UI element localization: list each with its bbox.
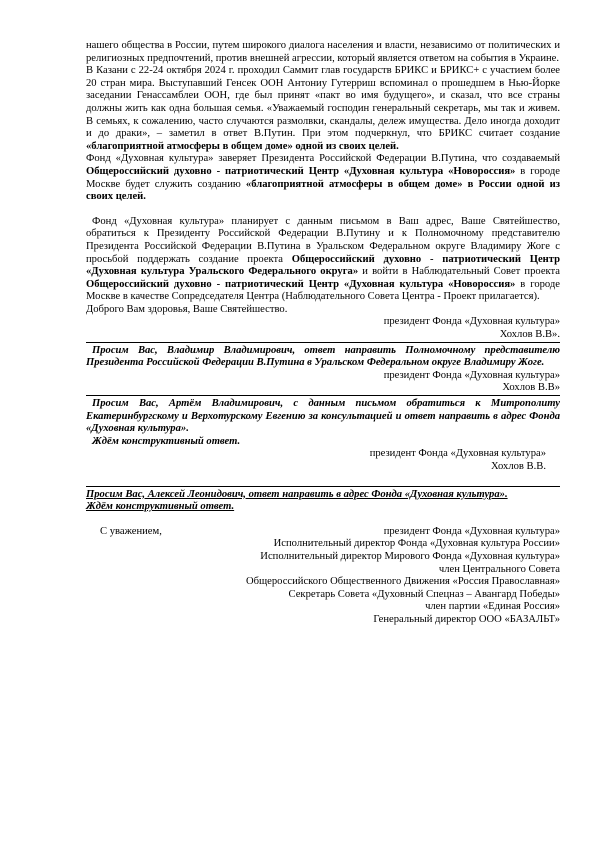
assurance-text-2: в городе Москве будет служить созданию [86,165,560,190]
signature-name-1: Хохлов В.В». [499,329,560,341]
assurance-goal: «благоприятной атмосферы в общем доме» в России одной из своих целей. [86,178,560,203]
center-name: Общероссийский духовно - патриотический Центр «Духовная культура «Новороссия» [86,165,516,177]
title-line: Общероссийского Общественного Движения «Россия Православная» [245,576,560,588]
request-putin: Просим Вас, Владимир Владимирович, ответ направить Полномочному представителю Президента Российской Федерации В.Путина в Уральском Федеральном округе Владимиру Жоге. [86,342,560,370]
plan-text-2: и войти в Наблюдательный Совет проекта [362,266,560,278]
request-aleksey: Просим Вас, Алексей Леонидович, ответ направить в адрес Фонда «Духовная культура». [86,486,560,502]
closing-line [86,526,560,539]
paragraph-intro: нашего общества в России, путем широкого диалога населения и власти, независимо от политических и религиозных предпочтений, против внешней агрессии, который является ответом на события в Украине. [86,40,560,64]
title-line: член Центрального Совета [438,563,560,575]
title-line: Генеральный директор ООО «БАЗАЛЬТ» [373,613,560,625]
signature-title-3: президент Фонда «Духовная культура» [369,448,546,460]
closing-president-title: президент Фонда «Духовная культура» [383,525,560,537]
brics-bold: «благоприятной атмосферы в общем доме» одной из своих целей. [86,140,399,152]
signature-title-1: президент Фонда «Духовная культура» [383,316,560,328]
assurance-text: Фонд «Духовная культура» заверяет Президента Российской Федерации В.Путина, что создаваемый [86,153,560,165]
brics-text: В Казани с 22-24 октября 2024 г. проходил Саммит глав государств БРИКС и БРИКС+ с участием более 20 стран мира. Выступавший Генсек ООН Антониу Гутерриш вспоминал о прошедшем в Нью-Йорке заседании Генассамблеи ООН, где был принят «пакт во имя будущего», и сказал, что все страны должны жить как одна большая семья. «Уважаемый господин генеральный секретарь, мы так и живем. В семьях, к сожалению, часто случаются размолвки, скандалы, дележ имущества. Дело иногда доходит и до драки», – заметил в ответ В.Путин. При этом подчеркнул, что БРИКС считает создание [86,65,560,140]
signature-name-3: Хохлов В.В. [491,461,546,472]
closing-salutation: С уважением, [100,525,162,537]
await-answer-1: Ждём конструктивный ответ. [92,435,241,447]
paragraph-fund-assurance [86,153,560,203]
moscow-center-name: Общероссийский духовно - патриотический Центр «Духовная культура «Новороссия» [86,278,516,290]
paragraph-plan [86,216,560,304]
paragraph-brics [86,65,560,153]
title-line: Исполнительный директор Фонда «Духовная культура России» [273,538,560,550]
letter-page [86,40,560,627]
greeting: Доброго Вам здоровья, Ваше Святейшество. [86,303,288,315]
signature-name-2: Хохлов В.В» [502,382,560,394]
await-answer-2: Ждём конструктивный ответ. [86,501,235,513]
plan-text: Фонд «Духовная культура» планирует с данным письмом в Ваш адрес, Ваше Святейшество, обратиться к Президенту Российской Федерации В.Путину и к Полномочному представителю Президента Российской Федерации В.Путина в Уральском Федеральном округе Владимиру Жоге с просьбой поддержать создание проекта [86,215,560,265]
title-line: Секретарь Совета «Духовный Спецназ – Авангард Победы» [288,588,560,600]
signature-title-2: президент Фонда «Духовная культура» [383,369,560,381]
ural-center-name: Общероссийский духовно - патриотический Центр «Духовная культура Уральского Федерального округа» [86,253,560,278]
title-line: член партии «Единая Россия» [425,601,560,613]
request-metropolitan: Просим Вас, Артём Владимирович, с данным письмом обратиться к Митрополиту Екатеринбургскому и Верхотурскому Евгению за консультацией и ответ направить в адрес Фонда «Духовная культура». [86,395,560,436]
plan-text-3: в городе Москве в качестве Сопредседателя Центра (Наблюдательного Совета Центра - Проект прилагается). [86,278,560,303]
title-line: Исполнительный директор Мирового Фонда «Духовная культура» [260,550,560,562]
